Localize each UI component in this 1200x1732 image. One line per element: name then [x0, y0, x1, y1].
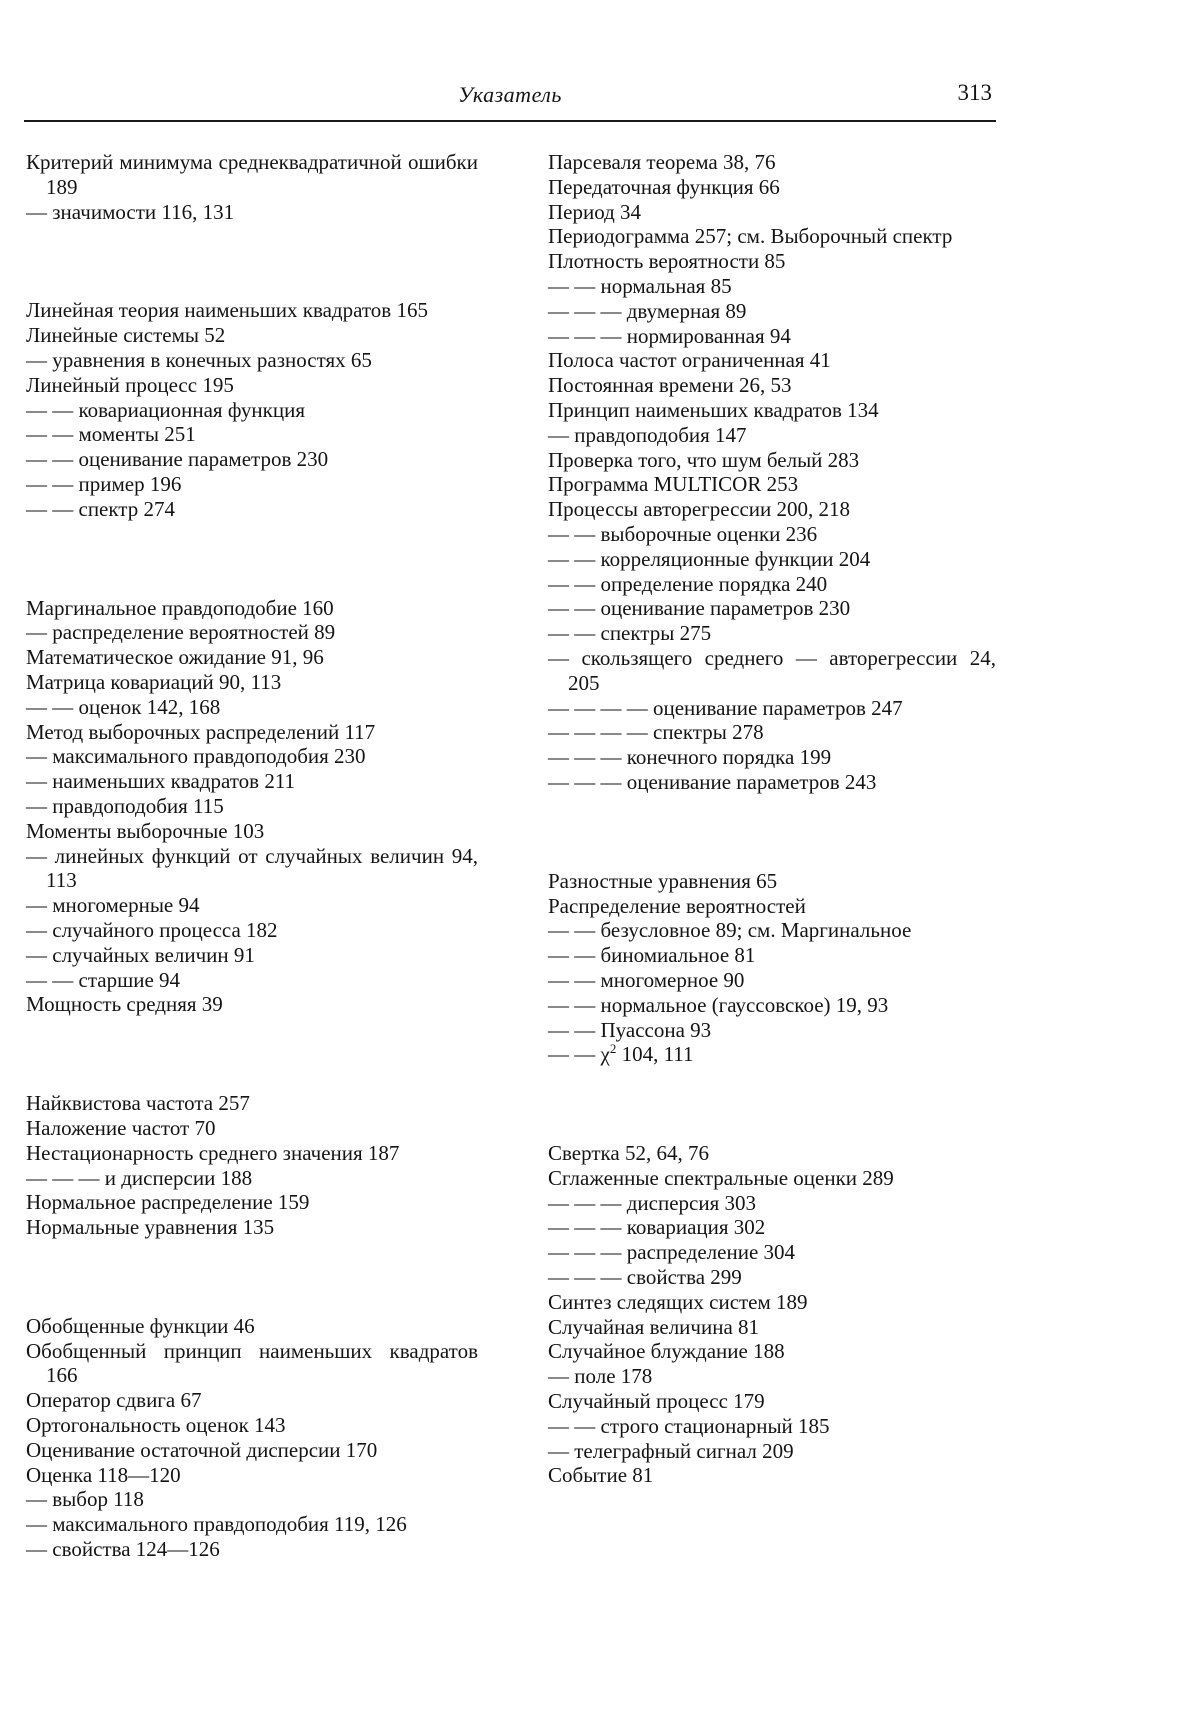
index-entry: — — — ковариация 302	[548, 1215, 766, 1240]
index-entry: — правдоподобия 147	[548, 422, 747, 447]
index-entry: — наименьших квадратов 211	[26, 769, 296, 794]
index-entry: — — выборочные оценки 236	[548, 521, 818, 546]
index-entry: — — пример 196	[26, 471, 182, 496]
index-entry: Программа MULTICOR 253	[548, 472, 799, 497]
index-entry: Синтез следящих систем 189	[548, 1289, 808, 1314]
index-entry: Разностные уравнения 65	[548, 868, 778, 893]
index-entry: — распределение вероятностей 89	[26, 620, 336, 645]
index-entry: — — — — спектры 278	[548, 720, 764, 745]
index-entry: — многомерные 94	[26, 893, 200, 918]
index-entry: Математическое ожидание 91, 96	[26, 645, 324, 670]
index-entry: — — биномиальное 81	[548, 943, 756, 968]
index-entry: Линейные системы 52	[26, 323, 226, 348]
index-entry: — — — конечного порядка 199	[548, 745, 832, 770]
index-entry: — — корреляционные функции 204	[548, 546, 871, 571]
index-entry: Период 34	[548, 199, 642, 224]
index-entry: Проверка того, что шум белый 283	[548, 447, 860, 472]
index-entry: Сглаженные спектральные оценки 289	[548, 1165, 894, 1190]
index-entry: Постоянная времени 26, 53	[548, 373, 792, 398]
index-entry: Нормальное распределение 159	[26, 1190, 310, 1215]
index-entry: — — моменты 251	[26, 422, 196, 447]
index-entry: — максимального правдоподобия 230	[26, 744, 366, 769]
index-entry: — линейных функций от случайных величин 94, 113	[26, 843, 478, 893]
index-letter-group	[548, 1141, 996, 1488]
index-entry: Мощность средняя 39	[26, 992, 223, 1017]
index-entry: Ортогональность оценок 143	[26, 1413, 286, 1438]
index-entry: — значимости 116, 131	[26, 199, 235, 224]
chi-superscript: 2	[609, 1041, 617, 1057]
index-entry: Линейный процесс 195	[26, 372, 234, 397]
index-entry: — поле 178	[548, 1364, 653, 1389]
index-letter-group	[26, 596, 478, 1018]
index-entry: — — спектры 275	[548, 621, 712, 646]
index-entry: — правдоподобия 115	[26, 793, 224, 818]
index-entry: Обобщенный принцип наименьших квадратов 166	[26, 1338, 478, 1388]
index-entry: Полоса частот ограниченная 41	[548, 348, 831, 373]
index-entry: Обобщенные функции 46	[26, 1313, 255, 1338]
index-entry: Нестационарность среднего значения 187	[26, 1140, 400, 1165]
index-letter-group	[26, 298, 478, 521]
index-entry: — — определение порядка 240	[548, 571, 828, 596]
index-entry: — — старшие 94	[26, 967, 181, 992]
index-entry: — — — оценивание параметров 243	[548, 769, 877, 794]
index-entry: Метод выборочных распределений 117	[26, 719, 376, 744]
index-entry: — — — и дисперсии 188	[26, 1165, 253, 1190]
index-entry: — — — двумерная 89	[548, 298, 747, 323]
index-entry: Случайное блуждание 188	[548, 1339, 785, 1364]
index-entry: — — оценивание параметров 230	[26, 447, 329, 472]
index-entry: Свертка 52, 64, 76	[548, 1141, 709, 1166]
index-entry: Распределение вероятностей	[548, 893, 806, 918]
index-entry: Наложение частот 70	[26, 1115, 216, 1140]
chi-symbol: — — χ	[548, 1042, 610, 1067]
index-entry: — — — нормированная 94	[548, 323, 791, 348]
index-entry: — — Пуассона 93	[548, 1017, 712, 1042]
index-letter-group	[548, 869, 996, 1067]
running-head	[24, 76, 996, 122]
index-entry: Событие 81	[548, 1463, 654, 1488]
index-entry: Оценка 118—120	[26, 1462, 181, 1487]
index-letter-group	[548, 150, 996, 795]
index-entry: — телеграфный сигнал 209	[548, 1438, 794, 1463]
page-number: 313	[957, 80, 992, 105]
index-letter-group	[26, 150, 478, 224]
index-entry: — — — распределение 304	[548, 1240, 796, 1265]
index-entry: — — — — оценивание параметров 247	[548, 695, 903, 720]
index-entry: Моменты выборочные 103	[26, 818, 265, 843]
index-entry: Парсеваля теорема 38, 76	[548, 150, 776, 174]
index-entry: Оператор сдвига 67	[26, 1388, 202, 1413]
index-entry: — — нормальная 85	[548, 273, 732, 298]
index-entry: — уравнения в конечных разностях 65	[26, 347, 372, 372]
index-entry: — случайного процесса 182	[26, 917, 278, 942]
index-entry: Периодограмма 257; см. Выборочный спектр	[548, 224, 953, 249]
index-entry: Маргинальное правдоподобие 160	[26, 595, 334, 620]
index-entry: — — ковариационная функция	[26, 397, 305, 422]
index-entry: Найквистова частота 257	[26, 1091, 250, 1116]
index-entry: Линейная теория наименьших квадратов 165	[26, 298, 428, 323]
index-entry: — — нормальное (гауссовское) 19, 93	[548, 992, 889, 1017]
index-entry: Случайная величина 81	[548, 1314, 760, 1339]
index-entry: — — строго стационарный 185	[548, 1413, 830, 1438]
index-entry: Оценивание остаточной дисперсии 170	[26, 1437, 378, 1462]
index-entry: Процессы авторегрессии 200, 218	[548, 497, 851, 522]
index-column-left	[26, 150, 478, 1636]
index-column-right	[548, 150, 996, 1562]
index-entry-chi-square	[548, 1042, 996, 1067]
index-entry: — — спектр 274	[26, 496, 175, 521]
index-entry: Передаточная функция 66	[548, 174, 780, 199]
index-entry: — — безусловное 89; см. Маргинальное	[548, 918, 912, 943]
index-entry: Случайный процесс 179	[548, 1389, 765, 1414]
index-entry: — — — дисперсия 303	[548, 1190, 757, 1215]
index-letter-group	[26, 1091, 478, 1240]
index-entry: — свойства 124—126	[26, 1537, 220, 1562]
index-entry: — случайных величин 91	[26, 942, 255, 967]
chi-pages: 104, 111	[616, 1042, 694, 1067]
index-entry: — — оценок 142, 168	[26, 694, 221, 719]
index-entry: — скользящего среднего — авторегрессии 24, 205	[548, 645, 996, 695]
index-entry: — — многомерное 90	[548, 967, 745, 992]
index-entry: — выбор 118	[26, 1487, 144, 1512]
index-entry: — — — свойства 299	[548, 1265, 742, 1290]
index-entry: — — оценивание параметров 230	[548, 596, 851, 621]
index-entry: — максимального правдоподобия 119, 126	[26, 1512, 407, 1537]
index-entry: Принцип наименьших квадратов 134	[548, 397, 879, 422]
index-entry: Плотность вероятности 85	[548, 249, 786, 274]
running-title: Указатель	[458, 82, 562, 107]
index-entry: Критерий минимума среднеквадратичной ошибки 189	[26, 150, 478, 199]
index-letter-group	[26, 1314, 478, 1562]
index-entry: Нормальные уравнения 135	[26, 1215, 275, 1240]
index-entry: Матрица ковариаций 90, 113	[26, 669, 282, 694]
